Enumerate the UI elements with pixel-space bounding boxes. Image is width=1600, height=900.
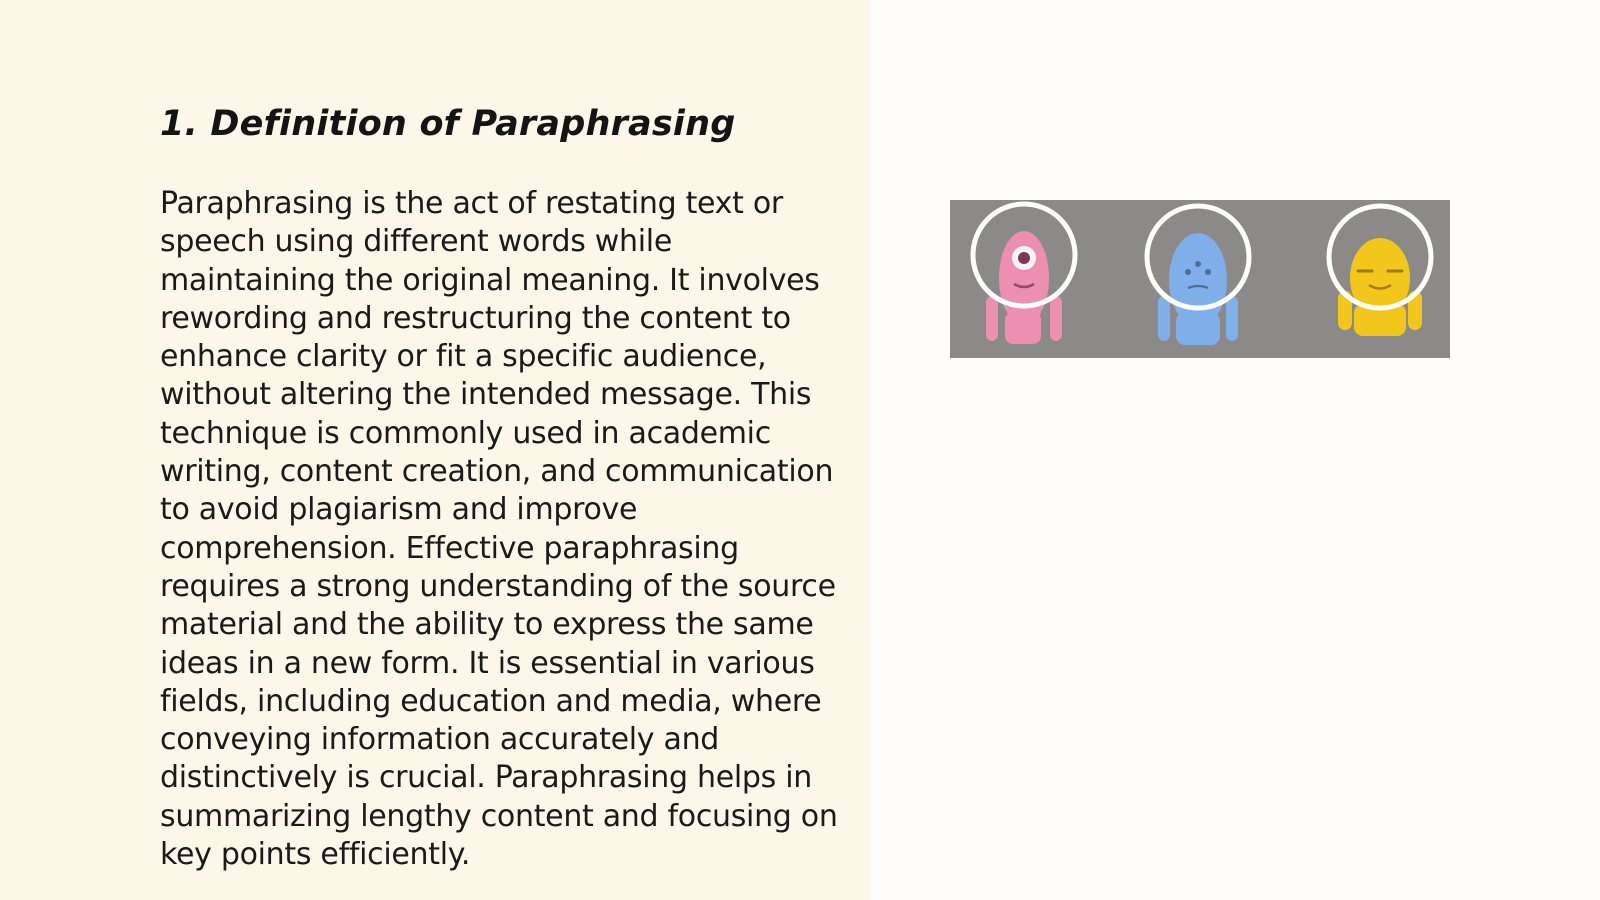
character-illustration-svg xyxy=(950,200,1450,358)
blue-character-icon xyxy=(1147,206,1249,345)
slide-title: 1. Definition of Paraphrasing xyxy=(160,104,736,144)
slide-body-text: Paraphrasing is the act of restating text or speech using different words while maintaining the original meaning. It involves rewording and restructuring the content to enhance clarity or fit a specific audience, without altering the intended message. This technique is commonly used in academic writing, content creation, and communication to avoid plagiarism and improve comprehension. Effective paraphrasing requires a strong understanding of the source material and the ability to express the same ideas in a new form. It is essential in various fields, including education and media, where conveying information accurately and distinctively is crucial. Paraphrasing helps in summarizing lengthy content and focusing on key points efficiently. xyxy=(160,186,838,873)
pink-character-icon xyxy=(973,204,1075,344)
image-panel xyxy=(870,0,1600,900)
character-illustration xyxy=(950,200,1450,358)
yellow-character-icon xyxy=(1329,206,1431,336)
